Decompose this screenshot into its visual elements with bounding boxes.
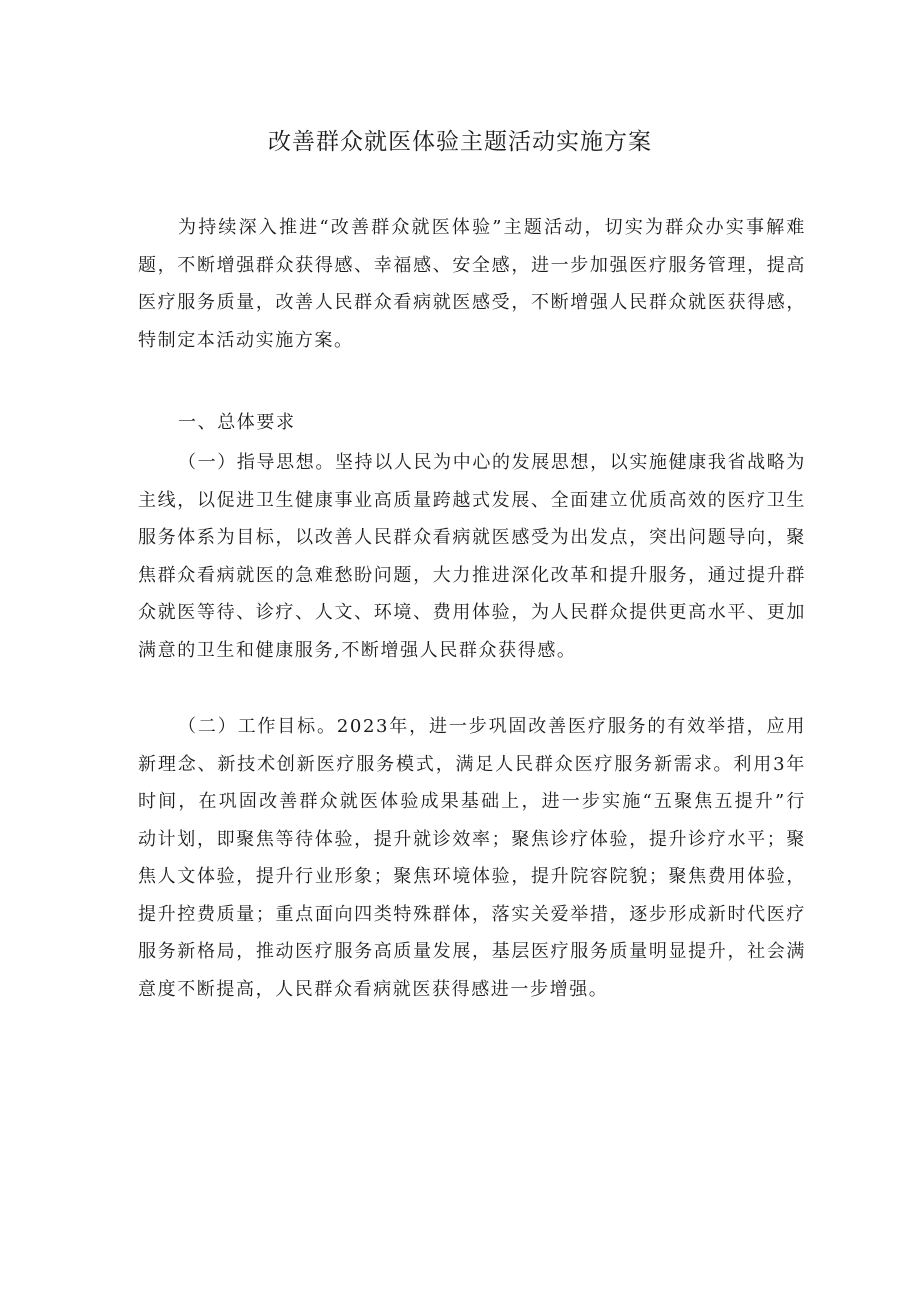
- work-goals-paragraph: （二）工作目标。2023年，进一步巩固改善医疗服务的有效举措，应用新理念、新技术创新医疗服务模式，满足人民群众医疗服务新需求。利用3年时间，在巩固改善群众就医体验成果基础上，进一步实施“五聚焦五提升”行动计划，即聚焦等待体验，提升就诊效率；聚焦诊疗体验，提升诊疗水平；聚焦人文体验，提升行业形象；聚焦环境体验，提升院容院貌；聚焦费用体验，提升控费质量；重点面向四类特殊群体，落实关爱举措，逐步形成新时代医疗服务新格局，推动医疗服务高质量发展，基层医疗服务质量明显提升，社会满意度不断提高，人民群众看病就医获得感进一步增强。: [138, 716, 806, 1000]
- document-title: 改善群众就医体验主题活动实施方案: [268, 129, 652, 155]
- guiding-thought-paragraph: （一）指导思想。坚持以人民为中心的发展思想，以实施健康我省战略为主线，以促进卫生健康事业高质量跨越式发展、全面建立优质高效的医疗卫生服务体系为目标，以改善人民群众看病就医感受为出发点，突出问题导向，聚焦群众看病就医的急难愁盼问题，大力推进深化改革和提升服务，通过提升群众就医等待、诊疗、人文、环境、费用体验，为人民群众提供更高水平、更加满意的卫生和健康服务,不断增强人民群众获得感。: [138, 452, 806, 661]
- intro-paragraph: 为持续深入推进“改善群众就医体验”主题活动，切实为群众办实事解难题，不断增强群众获得感、幸福感、安全感，进一步加强医疗服务管理，提高医疗服务质量，改善人民群众看病就医感受，不断增强人民群众就医获得感，特制定本活动实施方案。: [138, 217, 806, 351]
- section-heading-general-requirements: 一、总体要求: [178, 412, 296, 433]
